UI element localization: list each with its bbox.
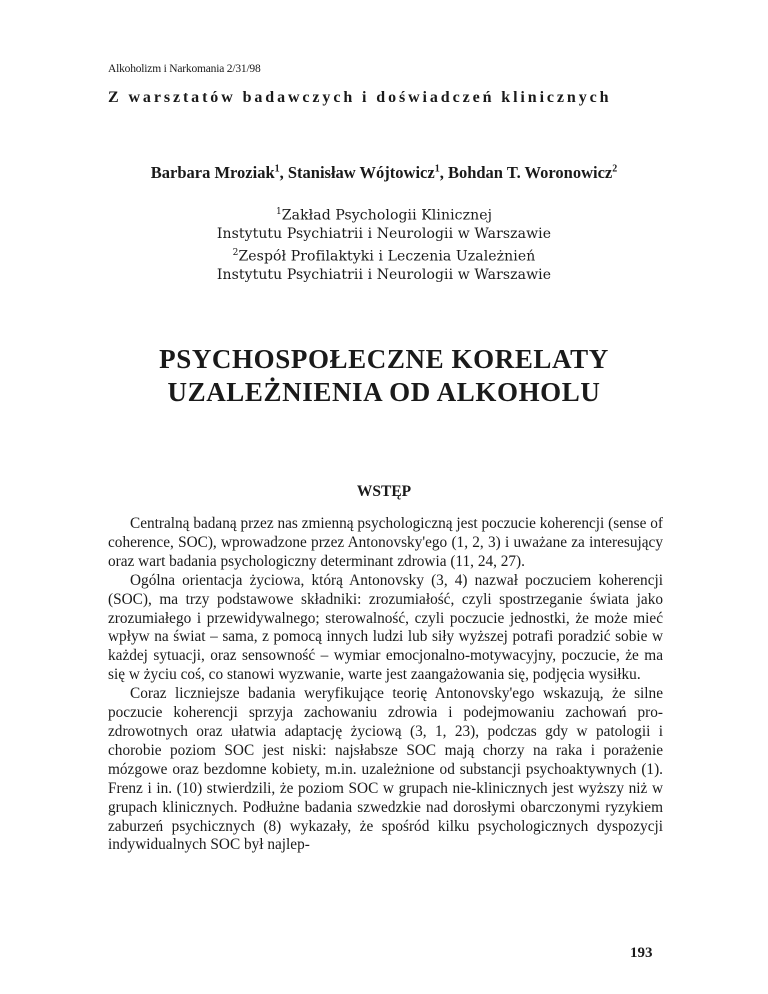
affiliation-line: Instytutu Psychiatrii i Neurologii w Warszawie <box>216 226 552 243</box>
affiliation-text: Zakład Psychologii Klinicznej <box>281 207 493 224</box>
page-number: 193 <box>630 945 653 961</box>
affiliation-marker: 1 <box>275 207 282 217</box>
affiliation-marker: 2 <box>612 163 618 175</box>
author-name: Barbara Mroziak <box>150 163 275 182</box>
affiliations <box>0 203 768 285</box>
title-line: PSYCHOSPOŁECZNE KORELATY <box>159 344 609 374</box>
paragraph: Centralną badaną przez nas zmienną psychologiczną jest poczucie koherencji (sense of coherence, SOC), wprowadzone przez Antonovsky'ego (1, 2, 3) i uważane za interesujący oraz wart badania psychologiczny determinant zdrowia (11, 24, 27). <box>108 515 663 570</box>
affiliation-marker: 1 <box>434 163 440 175</box>
body-text <box>108 515 663 855</box>
section-title: Z warsztatów badawczych i doświadczeń klinicznych <box>108 89 612 106</box>
authors-line <box>0 163 768 183</box>
paragraph: Ogólna orientacja życiowa, którą Antonovsky (3, 4) nazwał poczuciem koherencji (SOC), ma trzy podstawowe składniki: zrozumiałość, czyli spostrzeganie świata jako zrozumiałego i przewidywalnego; sterowalność, czyli poczucie jednostki, że może mieć wpływ na świat – sama, z pomocą innych ludzi lub siły wyższej potrafi poradzić sobie w każdej sytuacji, oraz sensowność – wymiar emocjonalno-motywacyjny, poczucie, że ma się w życiu coś, co stanowi wyzwanie, warte jest zaangażowania się, podjęcia wysiłku. <box>108 571 663 684</box>
article-title <box>0 343 768 409</box>
affiliation-line <box>0 244 768 266</box>
paragraph: Coraz liczniejsze badania weryfikujące teorię Antonovsky'ego wskazują, że silne poczucie koherencji sprzyja zachowaniu zdrowia i podejmowaniu zachowań pro-zdrowotnych oraz ułatwia adaptację życiową (3, 1, 23), podczas gdy w patologii i chorobie poziom SOC jest niski: najsłabsze SOC mają chorzy na raka i porażenie mózgowe oraz bezdomne kobiety, m.in. uzależnione od substancji psychoaktywnych (1). Frenz i in. (10) stwierdzili, że poziom SOC w grupach nie-klinicznych jest wyższy niż w grupach klinicznych. Podłużne badania szwedzkie nad dorosłymi obarczonymi ryzykiem zaburzeń psychicznych (8) wykazały, że spośród kilku psychologicznych dyspozycji indywidualnych SOC był najlep- <box>108 685 663 854</box>
affiliation-line <box>0 203 768 225</box>
author-name: Stanisław Wójtowicz <box>287 163 435 182</box>
affiliation-marker: 2 <box>232 247 239 258</box>
section-heading: WSTĘP <box>356 483 412 500</box>
author-separator: , <box>439 163 448 182</box>
title-line: UZALEŻNIENIA OD ALKOHOLU <box>167 377 601 407</box>
author-separator: , <box>279 163 288 182</box>
journal-header: Alkoholizm i Narkomania 2/31/98 <box>108 63 261 75</box>
author-name: Bohdan T. Woronowicz <box>447 163 613 182</box>
affiliation-text: Zespół Profilaktyki i Leczenia Uzależnień <box>238 248 536 265</box>
affiliation-marker: 1 <box>274 163 280 175</box>
affiliation-line: Instytutu Psychiatrii i Neurologii w Warszawie <box>216 267 552 284</box>
